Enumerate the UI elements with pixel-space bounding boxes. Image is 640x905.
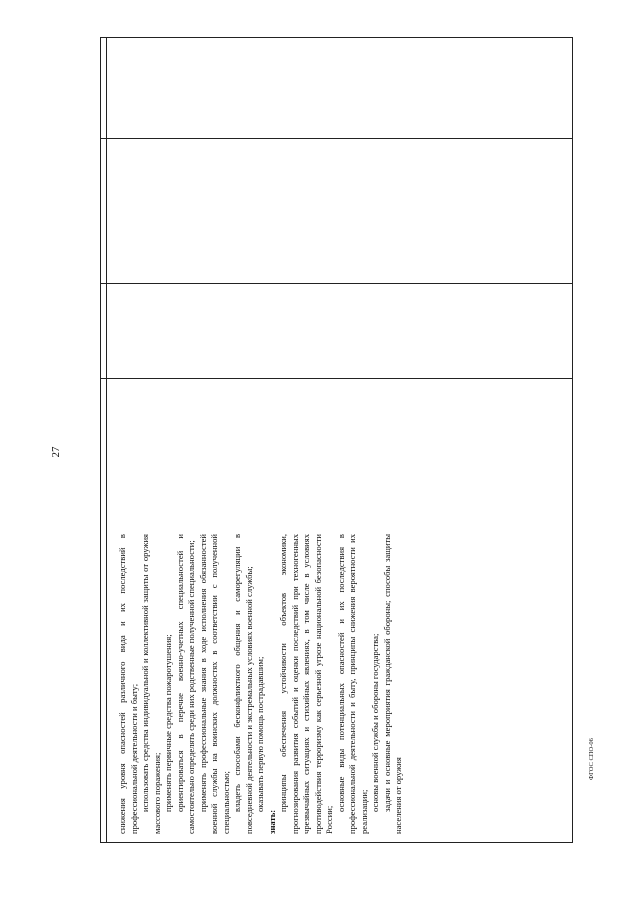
footer-code: ФГОС СПО-06 <box>588 738 595 780</box>
page-number: 27 <box>50 446 62 458</box>
cell-paragraph: задачи и основные мероприятия гражданской обороны; способы защиты населения от оружия <box>381 534 403 834</box>
cell-section-label: знать: <box>266 809 277 834</box>
cell-paragraph: ориентироваться в перечне военно-учетных специальностей и самостоятельно определять среди них родственные полученной специальности; <box>174 534 196 834</box>
cell-paragraph: применять профессиональные знания в ходе исполнения обязанностей военной службы на воинских должностях в соответствии с полученной специальностью; <box>197 534 231 834</box>
table-text-cell <box>101 58 574 844</box>
cell-paragraph: применять первичные средства пожаротушения; <box>163 634 173 812</box>
document-table <box>100 37 573 843</box>
cell-paragraph: основы военной службы и обороны государства; <box>370 633 380 812</box>
cell-paragraph: принципы обеспечения устойчивости объектов экономики, прогнозирования развития событий и оценки последствий при техногенных чрезвычайных ситуациях и стихийных явлениях, в том числе в условиях противодействия терроризму как серьезной угрозе национальной безопасности России; <box>278 534 334 834</box>
cell-paragraph: владеть способами бесконфликтного общения и саморегуляции в повседневной деятельности и экстремальных условиях военной службы; <box>232 534 254 834</box>
cell-paragraph: снижения уровня опасностей различного вида и их последствий в профессиональной деятельности и быту; <box>117 534 139 834</box>
cell-paragraph: использовать средства индивидуальной и коллективной защиты от оружия массового поражения; <box>140 534 162 834</box>
cell-paragraph: основные виды потенциальных опасностей и их последствия в профессиональной деятельности и быту, принципы снижения вероятности их реализации; <box>335 534 369 834</box>
cell-text-content <box>117 534 405 834</box>
cell-paragraph: оказывать первую помощь пострадавшим; <box>255 656 265 812</box>
